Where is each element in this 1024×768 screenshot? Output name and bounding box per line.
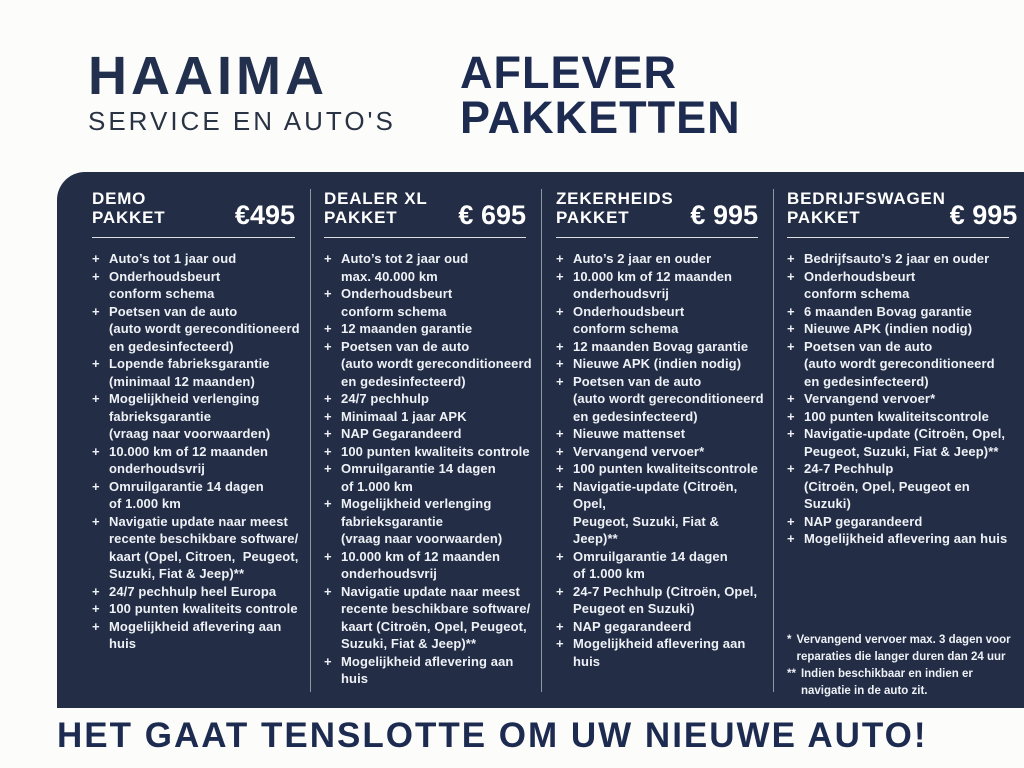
package-item-line: kaart (Opel, Citroen, Peugeot, (109, 548, 299, 564)
brand-logo (88, 48, 396, 136)
package-item-line: Peugeot, Suzuki, Fiat & Jeep)** (573, 513, 723, 546)
package-item-line: Peugeot en Suzuki) (573, 601, 695, 616)
footnote-text (801, 666, 973, 700)
package-item (92, 478, 302, 513)
package-item-line: en gedesinfecteerd) (109, 338, 234, 354)
package-item-text (573, 338, 748, 356)
package-item (556, 618, 765, 636)
package-item-line: Poetsen van de auto (109, 303, 238, 319)
plus-marker: + (324, 496, 332, 511)
package-item-text (341, 250, 468, 285)
package-item (324, 408, 533, 426)
package-item (787, 408, 1016, 426)
package-item-line: (auto wordt gereconditioneerd (804, 356, 995, 371)
package-name-line2: PAKKET (787, 208, 861, 227)
package-item-line: conform schema (109, 286, 215, 301)
package-item-line: onderhoudsvrij (341, 566, 438, 581)
package-item-text (341, 390, 429, 408)
package-item (787, 513, 1016, 531)
package-item-line: (vraag naar voorwaarden) (341, 531, 503, 546)
package-item-text (573, 373, 764, 426)
plus-marker: + (556, 618, 564, 634)
package-item-text (109, 443, 268, 478)
package-price: € 995 (949, 200, 1018, 230)
package-item-text (109, 268, 220, 303)
plus-marker: + (556, 373, 564, 389)
plus-marker: + (92, 618, 100, 634)
package-item (324, 390, 533, 408)
package-item (324, 425, 533, 443)
plus-marker: + (556, 251, 564, 266)
package-item-line: 6 maanden Bovag garantie (804, 303, 972, 319)
plus-marker: + (324, 548, 332, 564)
package-item (556, 460, 765, 478)
package-item (324, 250, 533, 285)
packages-panel (57, 172, 1024, 708)
footnote-line: navigatie in de auto zit. (800, 684, 928, 697)
plus-marker: + (787, 321, 795, 336)
plus-marker: + (324, 391, 332, 406)
plus-marker: + (324, 583, 332, 599)
package-item (787, 320, 1016, 338)
page-title (460, 47, 741, 143)
plus-marker: + (787, 461, 795, 476)
package-item (92, 303, 302, 356)
footer-slogan: HET GAAT TENSLOTTE OM UW NIEUWE AUTO! (57, 716, 928, 755)
package-name-line2: PAKKET (92, 208, 166, 227)
package-item-line: conform schema (341, 303, 447, 319)
footnote-line: Vervangend vervoer max. 3 dagen voor (796, 633, 1011, 646)
package-item (324, 583, 533, 653)
package-item-line: Onderhoudsbeurt (804, 268, 916, 284)
package-item (324, 285, 533, 320)
package-item-text (341, 425, 462, 443)
package-item-line: NAP gegarandeerd (573, 618, 692, 634)
package-item (92, 618, 302, 653)
package-name-line1: DEALER XL (324, 189, 428, 208)
plus-marker: + (324, 338, 332, 354)
package-item-line: (minimaal 12 maanden) (109, 373, 255, 389)
package-name-line2: PAKKET (324, 208, 398, 227)
package-item-text (804, 268, 915, 303)
package-item-text (804, 530, 1007, 548)
package-item-line: 10.000 km of 12 maanden (573, 268, 733, 284)
package-item-line: 12 maanden Bovag garantie (573, 338, 749, 354)
package-item-line: recente beschikbare software/ (341, 601, 531, 616)
package-item-text (109, 478, 264, 513)
package-item-line: Auto’s tot 1 jaar oud (109, 251, 237, 266)
package-item-text (573, 303, 684, 338)
package-item-line: Onderhoudsbeurt (109, 268, 221, 284)
package-item-text (804, 303, 972, 321)
package-item-text (341, 285, 452, 320)
package-item-line: 24-7 Pechhulp (804, 461, 894, 476)
package-item-line: 24/7 pechhulp heel Europa (109, 583, 277, 599)
plus-marker: + (787, 513, 795, 529)
package-item-line: of 1.000 km (109, 496, 181, 511)
package-item-line: Navigatie-update (Citroën, Opel, (573, 478, 742, 511)
package-item (92, 600, 302, 618)
package-item-text (573, 548, 728, 583)
package-item-line: Minimaal 1 jaar APK (341, 408, 467, 424)
plus-marker: + (324, 443, 332, 459)
package-column-demo (57, 189, 310, 692)
package-column-dealer-xl (310, 189, 541, 692)
package-item-text (109, 513, 298, 583)
brand-tagline: SERVICE EN AUTO'S (88, 106, 396, 136)
package-item-line: Auto’s 2 jaar en ouder (573, 251, 712, 266)
plus-marker: + (92, 391, 100, 406)
package-item-line: NAP Gegarandeerd (341, 426, 462, 441)
package-item-line: (auto wordt gereconditioneerd (341, 356, 532, 371)
plus-marker: + (787, 408, 795, 424)
package-item-text (804, 390, 935, 408)
plus-marker: + (92, 513, 100, 529)
package-item-line: en gedesinfecteerd) (573, 408, 698, 424)
plus-marker: + (324, 408, 332, 424)
package-item (556, 583, 765, 618)
package-item-line: Poetsen van de auto (804, 338, 933, 354)
package-item-line: Suzuki, Fiat & Jeep)** (341, 636, 477, 651)
package-item-text (804, 338, 995, 391)
plus-marker: + (92, 251, 100, 266)
plus-marker: + (92, 303, 100, 319)
package-item-text (109, 390, 270, 443)
plus-marker: + (324, 426, 332, 441)
package-item-line: Bedrijfsauto’s 2 jaar en ouder (804, 251, 990, 266)
plus-marker: + (787, 391, 795, 406)
plus-marker: + (556, 461, 564, 476)
package-item-line: onderhoudsvrij (109, 461, 206, 476)
package-item-text (109, 250, 236, 268)
package-item-text (109, 583, 276, 601)
page-title-line1: AFLEVER (460, 47, 678, 98)
package-item-text (804, 250, 989, 268)
package-item-line: NAP gegarandeerd (804, 513, 923, 529)
plus-marker: + (92, 583, 100, 599)
footnote-line: Indien beschikbaar en indien er (800, 667, 973, 680)
package-item-text (573, 355, 741, 373)
plus-marker: + (556, 303, 564, 319)
package-item (92, 250, 302, 268)
plus-marker: + (92, 356, 100, 371)
plus-marker: + (556, 636, 564, 651)
package-item-text (341, 653, 533, 688)
package-item (324, 460, 533, 495)
plus-marker: + (92, 601, 100, 616)
package-item-line: 24-7 Pechhulp (Citroën, Opel, (573, 583, 758, 599)
package-item-line: en gedesinfecteerd) (341, 373, 466, 389)
package-item (787, 250, 1016, 268)
package-name-line1: ZEKERHEIDS (556, 189, 674, 208)
plus-marker: + (556, 356, 564, 371)
package-item-text (341, 460, 496, 495)
brand-name: HAAIMA (88, 46, 328, 106)
package-item-line: Omruilgarantie 14 dagen (341, 461, 496, 476)
package-item-line: Omruilgarantie 14 dagen (109, 478, 264, 494)
package-item (324, 495, 533, 548)
package-item (556, 548, 765, 583)
package-item (787, 530, 1016, 548)
package-item-text (573, 583, 757, 618)
package-item-line: Peugeot, Suzuki, Fiat & Jeep)** (804, 443, 999, 459)
package-item-line: Suzuki, Fiat & Jeep)** (109, 566, 245, 581)
plus-marker: + (324, 653, 332, 669)
package-item-text (341, 408, 467, 426)
package-item-line: Onderhoudsbeurt (573, 303, 685, 319)
package-item (787, 460, 1016, 513)
package-item-line: Vervangend vervoer* (804, 391, 936, 406)
packages-row (57, 172, 1024, 708)
package-item-text (804, 460, 1016, 513)
package-item-line: Mogelijkheid verlenging (341, 496, 492, 511)
package-item-line: Omruilgarantie 14 dagen (573, 548, 728, 564)
package-column-bedrijfswagen (773, 189, 1024, 697)
footnote-text (796, 632, 1010, 666)
package-item-line: (auto wordt gereconditioneerd (109, 321, 300, 336)
package-item-line: Nieuwe mattenset (573, 426, 686, 441)
package-header-demo (92, 189, 295, 238)
package-item-text (804, 425, 1005, 460)
plus-marker: + (787, 531, 795, 546)
package-item-line: fabrieksgarantie (109, 408, 212, 424)
package-item-line: recente beschikbare software/ (109, 531, 299, 546)
package-item (787, 338, 1016, 391)
package-header-bedrijfswagen (787, 189, 1018, 238)
package-item-text (573, 268, 732, 303)
plus-marker: + (556, 268, 564, 284)
package-item-line: Poetsen van de auto (573, 373, 702, 389)
package-name-line2: PAKKET (556, 208, 630, 227)
package-item-line: Mogelijkheid aflevering aan huis (804, 531, 1008, 546)
package-name (92, 189, 165, 227)
package-item-line: Nieuwe APK (indien nodig) (804, 321, 973, 336)
package-item-text (341, 443, 530, 461)
package-name (556, 189, 674, 227)
plus-marker: + (324, 321, 332, 336)
package-item-text (109, 303, 300, 356)
package-item-line: 10.000 km of 12 maanden (109, 443, 269, 459)
plus-marker: + (92, 268, 100, 284)
package-item-text (573, 478, 765, 548)
package-item (556, 338, 765, 356)
package-item-line: Vervangend vervoer* (573, 443, 705, 459)
package-item-line: max. 40.000 km (341, 268, 438, 284)
package-item (92, 583, 302, 601)
package-item-text (341, 320, 472, 338)
package-item-line: 100 punten kwaliteitscontrole (804, 408, 989, 424)
plus-marker: + (556, 443, 564, 459)
plus-marker: + (324, 251, 332, 266)
package-item-line: 100 punten kwaliteits controle (109, 601, 298, 616)
package-item-text (573, 460, 758, 478)
plus-marker: + (92, 478, 100, 494)
package-item-list (92, 250, 302, 653)
package-item-line: conform schema (804, 286, 910, 301)
plus-marker: + (787, 251, 795, 266)
plus-marker: + (556, 583, 564, 599)
package-item-line: (Citroën, Opel, Peugeot en Suzuki) (804, 478, 974, 511)
package-item (324, 338, 533, 391)
package-item (556, 478, 765, 548)
package-item-text (573, 250, 711, 268)
footnote (787, 632, 1018, 666)
package-item-text (341, 548, 500, 583)
package-item-line: of 1.000 km (341, 478, 413, 494)
package-item-text (573, 425, 685, 443)
package-item (92, 513, 302, 583)
package-item-text (804, 513, 922, 531)
package-item-line: 10.000 km of 12 maanden (341, 548, 501, 564)
package-item (556, 355, 765, 373)
package-item (324, 548, 533, 583)
package-item (92, 443, 302, 478)
package-item-line: Mogelijkheid aflevering aan huis (109, 618, 286, 651)
package-item (787, 268, 1016, 303)
package-item (556, 250, 765, 268)
plus-marker: + (787, 268, 795, 284)
package-item-text (109, 618, 302, 653)
package-item-text (573, 618, 691, 636)
package-item-line: Lopende fabrieksgarantie (109, 356, 270, 371)
package-name (324, 189, 428, 227)
package-item-text (341, 495, 502, 548)
package-item-text (573, 443, 704, 461)
footnotes (787, 632, 1018, 700)
package-item-line: Navigatie update naar meest (109, 513, 288, 529)
footnote-marker: * (787, 633, 792, 646)
package-header-zekerheids (556, 189, 758, 238)
package-name-line1: BEDRIJFSWAGEN (787, 189, 946, 208)
plus-marker: + (92, 443, 100, 459)
package-item-line: en gedesinfecteerd) (804, 373, 929, 389)
package-item-line: Onderhoudsbeurt (341, 286, 453, 301)
package-item (324, 443, 533, 461)
package-item-line: kaart (Citroën, Opel, Peugeot, (341, 618, 527, 634)
plus-marker: + (787, 338, 795, 354)
package-item-line: Mogelijkheid verlenging (109, 391, 260, 406)
package-item-line: Nieuwe APK (indien nodig) (573, 356, 742, 371)
footnote-marker: ** (787, 667, 796, 680)
package-item-line: 24/7 pechhulp (341, 391, 429, 406)
package-item-line: 100 punten kwaliteits controle (341, 443, 530, 459)
package-item (787, 390, 1016, 408)
package-item-line: (auto wordt gereconditioneerd (573, 391, 764, 406)
package-item-line: (vraag naar voorwaarden) (109, 426, 271, 441)
package-item-text (804, 320, 972, 338)
package-column-zekerheids (541, 189, 773, 692)
package-item-line: conform schema (573, 321, 679, 336)
package-item-line: Navigatie update naar meest (341, 583, 520, 599)
package-price: € 995 (690, 200, 758, 230)
package-name (787, 189, 946, 227)
package-item (92, 390, 302, 443)
package-item (556, 373, 765, 426)
package-item-line: Mogelijkheid aflevering aan huis (573, 636, 750, 669)
package-item (556, 443, 765, 461)
package-item-line: onderhoudsvrij (573, 286, 670, 301)
package-item-text (109, 355, 270, 390)
package-item-text (109, 600, 298, 618)
plus-marker: + (324, 286, 332, 301)
package-item (324, 653, 533, 688)
package-item (324, 320, 533, 338)
package-item-line: Mogelijkheid aflevering aan huis (341, 653, 518, 686)
page-title-line2: PAKKETTEN (460, 92, 741, 143)
package-item-line: 100 punten kwaliteitscontrole (573, 461, 758, 476)
plus-marker: + (556, 478, 564, 494)
package-item-text (341, 338, 532, 391)
package-price: € 695 (458, 200, 526, 230)
plus-marker: + (556, 338, 564, 354)
package-item-text (804, 408, 989, 426)
plus-marker: + (787, 303, 795, 319)
package-item (92, 268, 302, 303)
package-name-line1: DEMO (92, 189, 147, 208)
package-item-line: fabrieksgarantie (341, 513, 444, 529)
package-item (556, 268, 765, 303)
plus-marker: + (556, 426, 564, 441)
package-item-line: of 1.000 km (573, 566, 645, 581)
package-item-line: Navigatie-update (Citroën, Opel, (804, 426, 1006, 441)
package-item-line: 12 maanden garantie (341, 321, 473, 336)
package-item-list (787, 250, 1016, 548)
package-item (92, 355, 302, 390)
package-item-text (573, 635, 765, 670)
package-item-line: Poetsen van de auto (341, 338, 470, 354)
package-item (556, 425, 765, 443)
footnote-line: reparaties die langer duren dan 24 uur (796, 650, 1006, 663)
package-item (787, 425, 1016, 460)
package-header-dealer-xl (324, 189, 526, 238)
package-item (556, 303, 765, 338)
package-item (556, 635, 765, 670)
package-item (787, 303, 1016, 321)
package-price: €495 (234, 200, 295, 230)
footnote (787, 666, 1018, 700)
package-item-line: Auto’s tot 2 jaar oud (341, 251, 469, 266)
package-item-list (324, 250, 533, 688)
package-item-text (341, 583, 530, 653)
plus-marker: + (787, 426, 795, 441)
plus-marker: + (324, 461, 332, 476)
package-item-list (556, 250, 765, 670)
plus-marker: + (556, 548, 564, 564)
